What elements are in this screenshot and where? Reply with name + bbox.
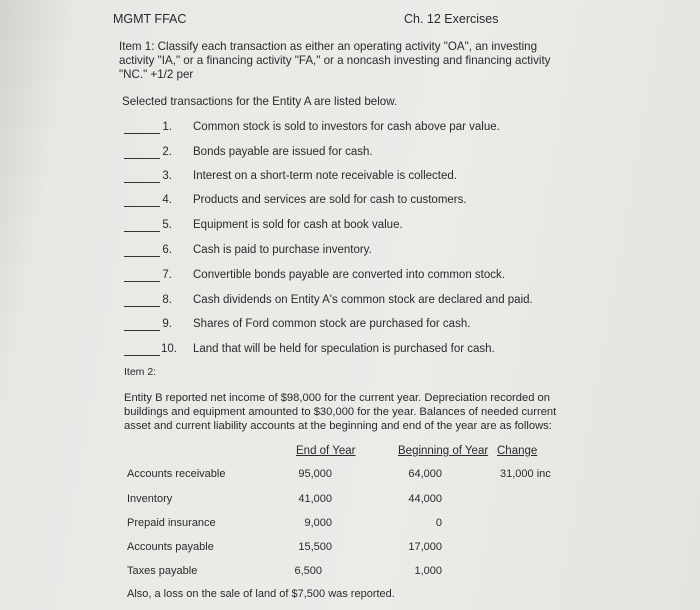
table-row-end: 9,000 <box>304 517 332 529</box>
table-row-account: Accounts receivable <box>127 468 226 480</box>
transaction-number: 9. <box>162 318 172 330</box>
table-row-begin: 44,000 <box>408 493 442 505</box>
item1-instructions-line2: activity "IA," or a financing activity "FA," or a noncash investing and financing activity <box>119 54 551 67</box>
answer-blank-9[interactable] <box>124 330 160 331</box>
table-row-end: 41,000 <box>298 493 332 505</box>
table-row-begin: 1,000 <box>414 565 442 577</box>
answer-blank-10[interactable] <box>124 355 160 356</box>
answer-blank-5[interactable] <box>124 231 160 232</box>
item2-paragraph-line1: Entity B reported net income of $98,000 for the current year. Depreciation recorded on <box>124 392 550 404</box>
answer-blank-8[interactable] <box>124 306 160 307</box>
transaction-number: 3. <box>162 170 172 182</box>
item2-paragraph-line3: asset and current liability accounts at the beginning and end of the year are as follows: <box>124 420 552 432</box>
item1-intro: Selected transactions for the Entity A are listed below. <box>122 95 398 108</box>
column-header-change: Change <box>497 445 538 457</box>
item2-label: Item 2: <box>124 366 157 378</box>
table-row-change: 31,000 inc <box>500 468 551 480</box>
transaction-number: 4. <box>162 194 172 206</box>
item2-paragraph-line2: buildings and equipment amounted to $30,000 for the year. Balances of needed current <box>124 406 557 418</box>
transaction-number: 8. <box>162 294 172 306</box>
answer-blank-3[interactable] <box>124 182 160 183</box>
item1-instructions-line3: "NC." +1/2 per <box>119 68 194 81</box>
answer-blank-4[interactable] <box>124 206 160 207</box>
table-row-begin: 0 <box>435 517 442 529</box>
table-row-begin: 64,000 <box>408 468 442 480</box>
transaction-text: Convertible bonds payable are converted into common stock. <box>193 269 505 281</box>
table-row-end: 15,500 <box>298 541 332 553</box>
transaction-number: 5. <box>162 219 172 231</box>
transaction-text: Land that will be held for speculation is purchased for cash. <box>193 343 495 355</box>
table-row-account: Inventory <box>127 493 173 505</box>
transaction-text: Cash is paid to purchase inventory. <box>193 244 372 256</box>
column-header-end-of-year: End of Year <box>296 445 356 457</box>
transaction-text: Common stock is sold to investors for cash above par value. <box>193 121 500 133</box>
answer-blank-2[interactable] <box>124 158 160 159</box>
item1-instructions-line1: Item 1: Classify each transaction as either an operating activity "OA", an investing <box>119 40 538 53</box>
item2-footnote: Also, a loss on the sale of land of $7,500 was reported. <box>127 588 395 600</box>
transaction-number: 2. <box>162 146 172 158</box>
transaction-number: 1. <box>162 121 172 133</box>
answer-blank-1[interactable] <box>124 133 160 134</box>
table-row-account: Accounts payable <box>127 541 214 553</box>
transaction-text: Equipment is sold for cash at book value. <box>193 219 403 231</box>
column-header-beginning-of-year: Beginning of Year <box>398 445 489 457</box>
table-row-account: Prepaid insurance <box>127 517 216 529</box>
table-row-end: 6,500 <box>294 565 322 577</box>
transaction-text: Shares of Ford common stock are purchased for cash. <box>193 318 471 330</box>
transaction-text: Cash dividends on Entity A's common stock are declared and paid. <box>193 294 533 306</box>
table-row-begin: 17,000 <box>408 541 442 553</box>
answer-blank-6[interactable] <box>124 256 160 257</box>
answer-blank-7[interactable] <box>124 281 160 282</box>
transaction-number: 6. <box>162 244 172 256</box>
transaction-text: Products and services are sold for cash to customers. <box>193 194 467 206</box>
course-title: MGMT FFAC <box>113 12 187 26</box>
table-row-end: 95,000 <box>298 468 332 480</box>
table-row-account: Taxes payable <box>127 565 198 577</box>
transaction-text: Bonds payable are issued for cash. <box>193 146 373 158</box>
transaction-number: 10. <box>161 343 177 355</box>
transaction-number: 7. <box>162 269 172 281</box>
chapter-title: Ch. 12 Exercises <box>404 12 499 26</box>
transaction-text: Interest on a short-term note receivable is collected. <box>193 170 457 182</box>
